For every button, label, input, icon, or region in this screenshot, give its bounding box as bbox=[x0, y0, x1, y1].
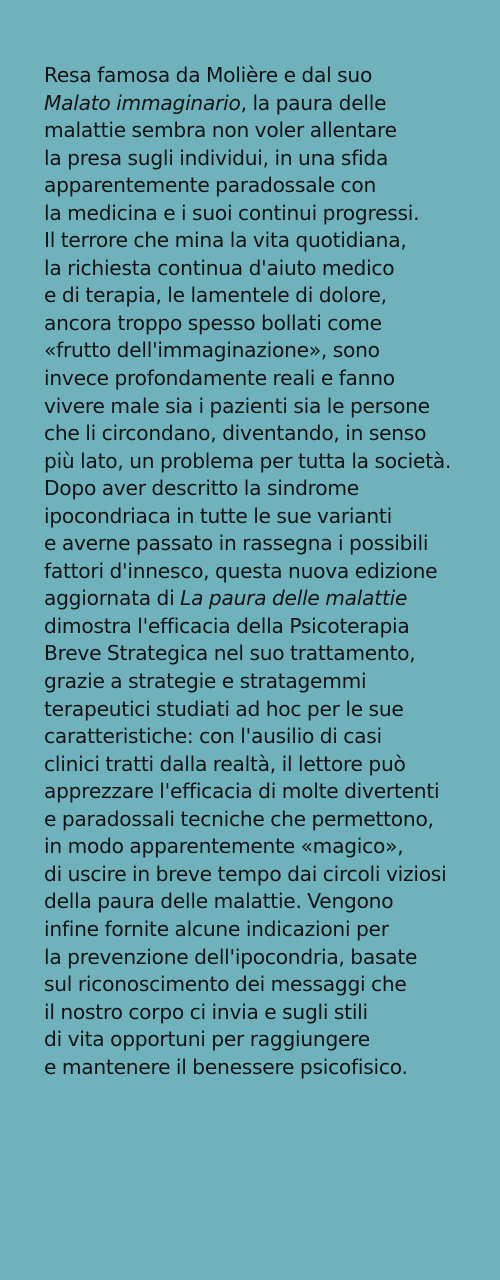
description-text: la presa sugli individui, in una sfida bbox=[44, 145, 389, 170]
description-text: terapeutici studiati ad hoc per le sue bbox=[44, 696, 404, 721]
description-line bbox=[44, 365, 484, 393]
description-text: vivere male sia i pazienti sia le persone bbox=[44, 393, 430, 418]
description-line bbox=[44, 558, 484, 586]
description-line bbox=[44, 117, 484, 145]
description-line bbox=[44, 282, 484, 310]
description-text: infine fornite alcune indicazioni per bbox=[44, 916, 389, 941]
description-line bbox=[44, 640, 484, 668]
description-text: dimostra l'efficacia della Psicoterapia bbox=[44, 613, 410, 638]
description-text: più lato, un problema per tutta la società. bbox=[44, 448, 452, 473]
description-text: sul riconoscimento dei messaggi che bbox=[44, 972, 407, 997]
description-text: «frutto dell'immaginazione», sono bbox=[44, 338, 380, 363]
description-text: Dopo aver descritto la sindrome bbox=[44, 476, 359, 501]
description-text: Il terrore che mina la vita quotidiana, bbox=[44, 228, 407, 253]
description-line bbox=[44, 310, 484, 338]
description-line bbox=[44, 393, 484, 421]
description-line bbox=[44, 585, 484, 613]
description-line bbox=[44, 145, 484, 173]
description-text: caratteristiche: con l'ausilio di casi bbox=[44, 724, 382, 749]
description-paragraph bbox=[44, 62, 484, 1081]
description-line bbox=[44, 833, 484, 861]
description-line bbox=[44, 503, 484, 531]
description-text: la medicina e i suoi continui progressi. bbox=[44, 200, 420, 225]
description-text: che li circondano, diventando, in senso bbox=[44, 421, 427, 446]
description-line bbox=[44, 90, 484, 118]
description-line bbox=[44, 337, 484, 365]
description-text: e paradossali tecniche che permettono, bbox=[44, 806, 434, 831]
description-line bbox=[44, 255, 484, 283]
description-line bbox=[44, 475, 484, 503]
description-line bbox=[44, 62, 484, 90]
description-line bbox=[44, 999, 484, 1027]
description-line bbox=[44, 944, 484, 972]
description-text: Breve Strategica nel suo trattamento, bbox=[44, 641, 416, 666]
description-text: apparentemente paradossale con bbox=[44, 173, 377, 198]
italic-title-text: La paura delle malattie bbox=[180, 586, 408, 611]
description-text: e mantenere il benessere psicofisico. bbox=[44, 1054, 408, 1079]
description-text: di uscire in breve tempo dai circoli viziosi bbox=[44, 861, 447, 886]
description-text: della paura delle malattie. Vengono bbox=[44, 889, 394, 914]
description-text: di vita opportuni per raggiungere bbox=[44, 1027, 370, 1052]
description-line bbox=[44, 613, 484, 641]
description-text: in modo apparentemente «magico», bbox=[44, 834, 404, 859]
description-text: clinici tratti dalla realtà, il lettore può bbox=[44, 751, 406, 776]
italic-title-text: Malato immaginario bbox=[44, 90, 241, 115]
description-text: il nostro corpo ci invia e sugli stili bbox=[44, 999, 368, 1024]
description-text: invece profondamente reali e fanno bbox=[44, 366, 395, 391]
description-line bbox=[44, 1026, 484, 1054]
description-text: malattie sembra non voler allentare bbox=[44, 118, 397, 143]
description-line bbox=[44, 723, 484, 751]
description-text: e di terapia, le lamentele di dolore, bbox=[44, 283, 387, 308]
description-line bbox=[44, 806, 484, 834]
description-line bbox=[44, 888, 484, 916]
description-line bbox=[44, 1054, 484, 1082]
description-line bbox=[44, 916, 484, 944]
description-text: , la paura delle bbox=[240, 90, 387, 115]
description-line bbox=[44, 200, 484, 228]
description-line bbox=[44, 668, 484, 696]
description-text: apprezzare l'efficacia di molte divertenti bbox=[44, 779, 440, 804]
description-line bbox=[44, 172, 484, 200]
description-line bbox=[44, 420, 484, 448]
description-line bbox=[44, 448, 484, 476]
description-line bbox=[44, 530, 484, 558]
description-line bbox=[44, 778, 484, 806]
description-line bbox=[44, 227, 484, 255]
description-line bbox=[44, 751, 484, 779]
description-text: fattori d'innesco, questa nuova edizione bbox=[44, 558, 438, 583]
description-line bbox=[44, 861, 484, 889]
description-text: grazie a strategie e stratagemmi bbox=[44, 669, 367, 694]
description-text: Resa famosa da Molière e dal suo bbox=[44, 63, 373, 87]
description-text: e averne passato in rassegna i possibili bbox=[44, 531, 429, 556]
description-text: ipocondriaca in tutte le sue varianti bbox=[44, 503, 392, 528]
description-text: la prevenzione dell'ipocondria, basate bbox=[44, 944, 418, 969]
description-line bbox=[44, 971, 484, 999]
description-text: aggiornata di bbox=[44, 586, 181, 611]
description-text: ancora troppo spesso bollati come bbox=[44, 310, 382, 335]
description-line bbox=[44, 696, 484, 724]
description-text: la richiesta continua d'aiuto medico bbox=[44, 255, 395, 280]
